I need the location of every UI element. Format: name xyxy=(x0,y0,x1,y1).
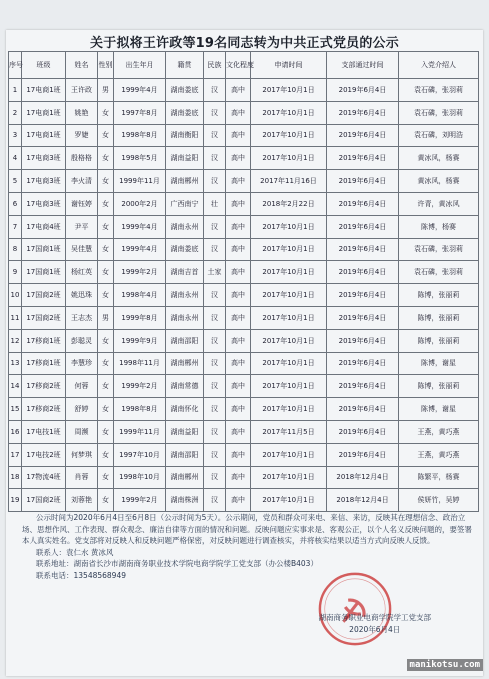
cell-approval-date: 2019年6月4日 xyxy=(327,261,399,284)
header-ethnicity: 民族 xyxy=(204,52,226,79)
cell-ethnicity: 汉 xyxy=(204,398,226,421)
cell-gender: 女 xyxy=(98,192,114,215)
cell-apply-date: 2017年10月1日 xyxy=(251,261,327,284)
cell-name: 王许政 xyxy=(66,79,98,102)
cell-origin: 湖南郴州 xyxy=(166,466,204,489)
cell-ethnicity: 汉 xyxy=(204,489,226,512)
cell-name: 何蓉 xyxy=(66,375,98,398)
cell-approval-date: 2019年6月4日 xyxy=(327,352,399,375)
header-sponsors: 入党介绍人 xyxy=(399,52,479,79)
cell-index: 15 xyxy=(9,398,22,421)
notice-paragraph: 公示时间为2020年6月4日至6月8日（公示时间为5天）。公示期间，党员和群众可来电、来信、来访，反映其在理想信念、政治立场、思想作风、工作表现、群众观念、廉洁自律等方面的情况和问题。反映问题应实事求是、客观公正，以个人名义反映问题的，要签署本人真实姓名。党支部将对反映人和反映问题严格保密，对反映问题进行调查核实，并将核实结果以适当方式向反映人反馈。 xyxy=(22,513,472,545)
cell-origin: 湖南郴州 xyxy=(166,352,204,375)
table-row xyxy=(9,170,479,193)
cell-apply-date: 2017年11月5日 xyxy=(251,420,327,443)
cell-class: 17电商1班 xyxy=(22,124,66,147)
cell-gender: 男 xyxy=(98,306,114,329)
table-row xyxy=(9,329,479,352)
cell-index: 2 xyxy=(9,101,22,124)
footer-organization: 湖南商务职业电商学院学工党支部 xyxy=(318,613,431,622)
cell-birth: 1999年2月 xyxy=(114,489,166,512)
cell-birth: 1999年4月 xyxy=(114,215,166,238)
cell-index: 12 xyxy=(9,329,22,352)
cell-gender: 女 xyxy=(98,261,114,284)
table-row xyxy=(9,466,479,489)
cell-birth: 1997年8月 xyxy=(114,101,166,124)
cell-index: 16 xyxy=(9,420,22,443)
cell-gender: 女 xyxy=(98,215,114,238)
cell-birth: 1999年4月 xyxy=(114,79,166,102)
cell-ethnicity: 汉 xyxy=(204,375,226,398)
cell-education: 高中 xyxy=(226,261,251,284)
cell-ethnicity: 汉 xyxy=(204,329,226,352)
cell-approval-date: 2019年6月4日 xyxy=(327,79,399,102)
cell-approval-date: 2019年6月4日 xyxy=(327,215,399,238)
footer-date: 2020年6月4日 xyxy=(349,624,401,634)
cell-index: 6 xyxy=(9,192,22,215)
cell-birth: 1999年8月 xyxy=(114,306,166,329)
site-watermark: manikotsu.com xyxy=(407,659,483,671)
cell-approval-date: 2018年12月4日 xyxy=(327,466,399,489)
cell-ethnicity: 汉 xyxy=(204,306,226,329)
cell-sponsors: 袁石磷，刘明浩 xyxy=(399,124,479,147)
cell-birth: 1998年4月 xyxy=(114,284,166,307)
cell-index: 1 xyxy=(9,79,22,102)
cell-apply-date: 2017年11月16日 xyxy=(251,170,327,193)
cell-gender: 女 xyxy=(98,284,114,307)
cell-apply-date: 2017年10月1日 xyxy=(251,79,327,102)
cell-education: 高中 xyxy=(226,420,251,443)
cell-index: 13 xyxy=(9,352,22,375)
cell-gender: 女 xyxy=(98,238,114,261)
cell-birth: 1998年8月 xyxy=(114,124,166,147)
contact-person: 联系人：袁仁水 黄冰风 xyxy=(36,547,114,557)
header-name: 姓名 xyxy=(66,52,98,79)
cell-approval-date: 2019年6月4日 xyxy=(327,306,399,329)
table-row xyxy=(9,352,479,375)
table-row xyxy=(9,124,479,147)
cell-sponsors: 侯妍竹，吴婷 xyxy=(399,489,479,512)
cell-sponsors: 袁石磷，张羽莉 xyxy=(399,79,479,102)
cell-sponsors: 黄冰风，杨赛 xyxy=(399,147,479,170)
cell-origin: 湖南郴州 xyxy=(166,170,204,193)
cell-name: 舒婷 xyxy=(66,398,98,421)
cell-origin: 湖南常德 xyxy=(166,375,204,398)
cell-ethnicity: 汉 xyxy=(204,170,226,193)
cell-origin: 湖南永州 xyxy=(166,284,204,307)
cell-ethnicity: 汉 xyxy=(204,124,226,147)
cell-index: 10 xyxy=(9,284,22,307)
cell-index: 8 xyxy=(9,238,22,261)
cell-gender: 女 xyxy=(98,489,114,512)
cell-approval-date: 2019年6月4日 xyxy=(327,420,399,443)
table-row xyxy=(9,238,479,261)
cell-name: 李火清 xyxy=(66,170,98,193)
cell-index: 17 xyxy=(9,443,22,466)
cell-sponsors: 袁石磷，张羽莉 xyxy=(399,261,479,284)
cell-birth: 1998年11月 xyxy=(114,352,166,375)
cell-sponsors: 陈繁平，杨赛 xyxy=(399,466,479,489)
cell-birth: 1998年10月 xyxy=(114,466,166,489)
cell-ethnicity: 汉 xyxy=(204,352,226,375)
cell-class: 17电技1班 xyxy=(22,420,66,443)
cell-class: 17移商2班 xyxy=(22,398,66,421)
cell-apply-date: 2017年10月1日 xyxy=(251,238,327,261)
cell-approval-date: 2019年6月4日 xyxy=(327,170,399,193)
table-row xyxy=(9,215,479,238)
cell-birth: 1999年11月 xyxy=(114,420,166,443)
header-apply-date: 申请时间 xyxy=(251,52,327,79)
cell-class: 17国商1班 xyxy=(22,261,66,284)
table-row xyxy=(9,261,479,284)
page-title: 关于拟将王许政等19名同志转为中共正式党员的公示 xyxy=(90,36,399,51)
cell-sponsors: 许青，黄冰风 xyxy=(399,192,479,215)
table-body xyxy=(9,79,479,512)
cell-ethnicity: 汉 xyxy=(204,215,226,238)
table-row xyxy=(9,101,479,124)
table-row xyxy=(9,443,479,466)
cell-education: 高中 xyxy=(226,329,251,352)
cell-name: 姚艳 xyxy=(66,101,98,124)
official-seal-icon xyxy=(316,570,394,648)
cell-class: 17移商2班 xyxy=(22,375,66,398)
header-gender: 性别 xyxy=(98,52,114,79)
cell-class: 17电商1班 xyxy=(22,101,66,124)
cell-gender: 女 xyxy=(98,124,114,147)
cell-origin: 湖南益阳 xyxy=(166,147,204,170)
cell-gender: 男 xyxy=(98,79,114,102)
cell-apply-date: 2018年2月22日 xyxy=(251,192,327,215)
cell-class: 17电商3班 xyxy=(22,192,66,215)
cell-approval-date: 2019年6月4日 xyxy=(327,238,399,261)
cell-ethnicity: 汉 xyxy=(204,238,226,261)
cell-sponsors: 王燕，黄巧燕 xyxy=(399,443,479,466)
cell-birth: 1999年4月 xyxy=(114,238,166,261)
cell-sponsors: 袁石磷，张羽莉 xyxy=(399,101,479,124)
cell-sponsors: 陈博，谢星 xyxy=(399,398,479,421)
cell-approval-date: 2019年6月4日 xyxy=(327,192,399,215)
cell-education: 高中 xyxy=(226,101,251,124)
cell-birth: 1999年2月 xyxy=(114,375,166,398)
cell-origin: 湖南益阳 xyxy=(166,420,204,443)
cell-gender: 女 xyxy=(98,466,114,489)
cell-sponsors: 陈博，张丽莉 xyxy=(399,375,479,398)
cell-apply-date: 2017年10月1日 xyxy=(251,466,327,489)
members-table xyxy=(8,51,479,512)
cell-education: 高中 xyxy=(226,306,251,329)
cell-class: 17移商1班 xyxy=(22,329,66,352)
table-row xyxy=(9,398,479,421)
cell-class: 17国商1班 xyxy=(22,238,66,261)
cell-name: 何梦琪 xyxy=(66,443,98,466)
cell-ethnicity: 汉 xyxy=(204,443,226,466)
cell-index: 11 xyxy=(9,306,22,329)
cell-sponsors: 陈博，张丽莉 xyxy=(399,306,479,329)
cell-class: 17电商1班 xyxy=(22,79,66,102)
cell-origin: 湖南衡阳 xyxy=(166,124,204,147)
cell-birth: 1999年11月 xyxy=(114,170,166,193)
cell-apply-date: 2017年10月1日 xyxy=(251,101,327,124)
header-origin: 籍贯 xyxy=(166,52,204,79)
cell-origin: 湖南永州 xyxy=(166,306,204,329)
cell-name: 尹平 xyxy=(66,215,98,238)
header-education: 文化程度 xyxy=(226,52,251,79)
cell-class: 17电商3班 xyxy=(22,147,66,170)
cell-ethnicity: 汉 xyxy=(204,147,226,170)
table-row xyxy=(9,284,479,307)
cell-gender: 女 xyxy=(98,420,114,443)
cell-birth: 1998年5月 xyxy=(114,147,166,170)
cell-sponsors: 陈博，张丽莉 xyxy=(399,329,479,352)
cell-birth: 1999年9月 xyxy=(114,329,166,352)
table-row xyxy=(9,306,479,329)
cell-approval-date: 2019年6月4日 xyxy=(327,443,399,466)
header-index: 序号 xyxy=(9,52,22,79)
cell-ethnicity: 汉 xyxy=(204,79,226,102)
cell-apply-date: 2017年10月1日 xyxy=(251,215,327,238)
cell-apply-date: 2017年10月1日 xyxy=(251,329,327,352)
cell-class: 17国商2班 xyxy=(22,284,66,307)
cell-name: 刘蓉艳 xyxy=(66,489,98,512)
cell-sponsors: 袁石磷，张羽莉 xyxy=(399,238,479,261)
cell-sponsors: 王燕，黄巧燕 xyxy=(399,420,479,443)
cell-origin: 湖南娄底 xyxy=(166,238,204,261)
cell-education: 高中 xyxy=(226,170,251,193)
table-row xyxy=(9,192,479,215)
cell-origin: 湖南怀化 xyxy=(166,398,204,421)
cell-class: 17国商2班 xyxy=(22,489,66,512)
cell-class: 17电商4班 xyxy=(22,215,66,238)
cell-ethnicity: 汉 xyxy=(204,284,226,307)
table-row xyxy=(9,420,479,443)
cell-apply-date: 2017年10月1日 xyxy=(251,443,327,466)
cell-apply-date: 2017年10月1日 xyxy=(251,375,327,398)
cell-approval-date: 2019年6月4日 xyxy=(327,375,399,398)
cell-approval-date: 2019年6月4日 xyxy=(327,147,399,170)
cell-index: 18 xyxy=(9,466,22,489)
cell-index: 7 xyxy=(9,215,22,238)
cell-class: 17电商3班 xyxy=(22,170,66,193)
cell-birth: 1997年10月 xyxy=(114,443,166,466)
cell-class: 17电技2班 xyxy=(22,443,66,466)
cell-education: 高中 xyxy=(226,443,251,466)
cell-gender: 女 xyxy=(98,375,114,398)
cell-name: 李慧珍 xyxy=(66,352,98,375)
cell-name: 彭聪灵 xyxy=(66,329,98,352)
cell-birth: 1999年2月 xyxy=(114,261,166,284)
cell-class: 17物流4班 xyxy=(22,466,66,489)
cell-gender: 女 xyxy=(98,352,114,375)
cell-class: 17国商2班 xyxy=(22,306,66,329)
cell-approval-date: 2018年12月4日 xyxy=(327,489,399,512)
cell-origin: 湖南娄底 xyxy=(166,79,204,102)
cell-gender: 女 xyxy=(98,147,114,170)
cell-name: 王志杰 xyxy=(66,306,98,329)
cell-education: 高中 xyxy=(226,375,251,398)
cell-name: 肖蓉 xyxy=(66,466,98,489)
cell-gender: 女 xyxy=(98,398,114,421)
cell-apply-date: 2017年10月1日 xyxy=(251,124,327,147)
cell-sponsors: 陈博，杨赛 xyxy=(399,215,479,238)
cell-index: 14 xyxy=(9,375,22,398)
cell-origin: 广西南宁 xyxy=(166,192,204,215)
cell-education: 高中 xyxy=(226,79,251,102)
cell-apply-date: 2017年10月1日 xyxy=(251,147,327,170)
header-birth: 出生年月 xyxy=(114,52,166,79)
cell-index: 3 xyxy=(9,124,22,147)
cell-origin: 湖南吉首 xyxy=(166,261,204,284)
cell-name: 殷格格 xyxy=(66,147,98,170)
cell-birth: 2000年2月 xyxy=(114,192,166,215)
cell-sponsors: 黄冰风，杨赛 xyxy=(399,170,479,193)
cell-approval-date: 2019年6月4日 xyxy=(327,329,399,352)
notice-section xyxy=(22,512,477,581)
cell-class: 17移商1班 xyxy=(22,352,66,375)
cell-apply-date: 2017年10月1日 xyxy=(251,352,327,375)
cell-origin: 湖南株洲 xyxy=(166,489,204,512)
cell-name: 周濒 xyxy=(66,420,98,443)
header-approval-date: 支部通过时间 xyxy=(327,52,399,79)
cell-name: 杨红英 xyxy=(66,261,98,284)
cell-ethnicity: 土家 xyxy=(204,261,226,284)
cell-index: 19 xyxy=(9,489,22,512)
cell-apply-date: 2017年10月1日 xyxy=(251,284,327,307)
cell-approval-date: 2019年6月4日 xyxy=(327,101,399,124)
cell-education: 高中 xyxy=(226,352,251,375)
cell-education: 高中 xyxy=(226,215,251,238)
cell-apply-date: 2017年10月1日 xyxy=(251,489,327,512)
table-row xyxy=(9,489,479,512)
cell-index: 5 xyxy=(9,170,22,193)
cell-sponsors: 陈博，张丽莉 xyxy=(399,284,479,307)
cell-ethnicity: 壮 xyxy=(204,192,226,215)
cell-education: 高中 xyxy=(226,398,251,421)
cell-gender: 女 xyxy=(98,101,114,124)
table-row xyxy=(9,375,479,398)
cell-origin: 湖南邵阳 xyxy=(166,443,204,466)
cell-birth: 1998年8月 xyxy=(114,398,166,421)
cell-name: 吴佳慧 xyxy=(66,238,98,261)
cell-name: 姚迅珠 xyxy=(66,284,98,307)
cell-gender: 女 xyxy=(98,170,114,193)
cell-education: 高中 xyxy=(226,192,251,215)
contact-address: 联系地址：湖南省长沙市湖南商务职业技术学院电商学院学工党支部（办公楼B403） xyxy=(36,559,318,568)
table-row xyxy=(9,79,479,102)
cell-index: 9 xyxy=(9,261,22,284)
contact-phone: 联系电话：13548568949 xyxy=(36,570,126,580)
cell-education: 高中 xyxy=(226,284,251,307)
cell-name: 谢钰婷 xyxy=(66,192,98,215)
cell-education: 高中 xyxy=(226,489,251,512)
cell-apply-date: 2017年10月1日 xyxy=(251,306,327,329)
cell-origin: 湖南娄底 xyxy=(166,101,204,124)
cell-origin: 湖南永州 xyxy=(166,215,204,238)
cell-origin: 湖南邵阳 xyxy=(166,329,204,352)
cell-education: 高中 xyxy=(226,147,251,170)
table-header-row xyxy=(9,52,479,79)
cell-ethnicity: 汉 xyxy=(204,420,226,443)
cell-approval-date: 2019年6月4日 xyxy=(327,284,399,307)
cell-approval-date: 2019年6月4日 xyxy=(327,124,399,147)
footer xyxy=(319,612,432,635)
cell-apply-date: 2017年10月1日 xyxy=(251,398,327,421)
cell-ethnicity: 汉 xyxy=(204,101,226,124)
cell-index: 4 xyxy=(9,147,22,170)
cell-education: 高中 xyxy=(226,124,251,147)
cell-gender: 女 xyxy=(98,329,114,352)
cell-gender: 女 xyxy=(98,443,114,466)
cell-sponsors: 陈博，谢星 xyxy=(399,352,479,375)
cell-approval-date: 2019年6月4日 xyxy=(327,398,399,421)
cell-name: 罗婕 xyxy=(66,124,98,147)
cell-education: 高中 xyxy=(226,466,251,489)
cell-education: 高中 xyxy=(226,238,251,261)
header-class: 班级 xyxy=(22,52,66,79)
cell-ethnicity: 汉 xyxy=(204,466,226,489)
table-row xyxy=(9,147,479,170)
